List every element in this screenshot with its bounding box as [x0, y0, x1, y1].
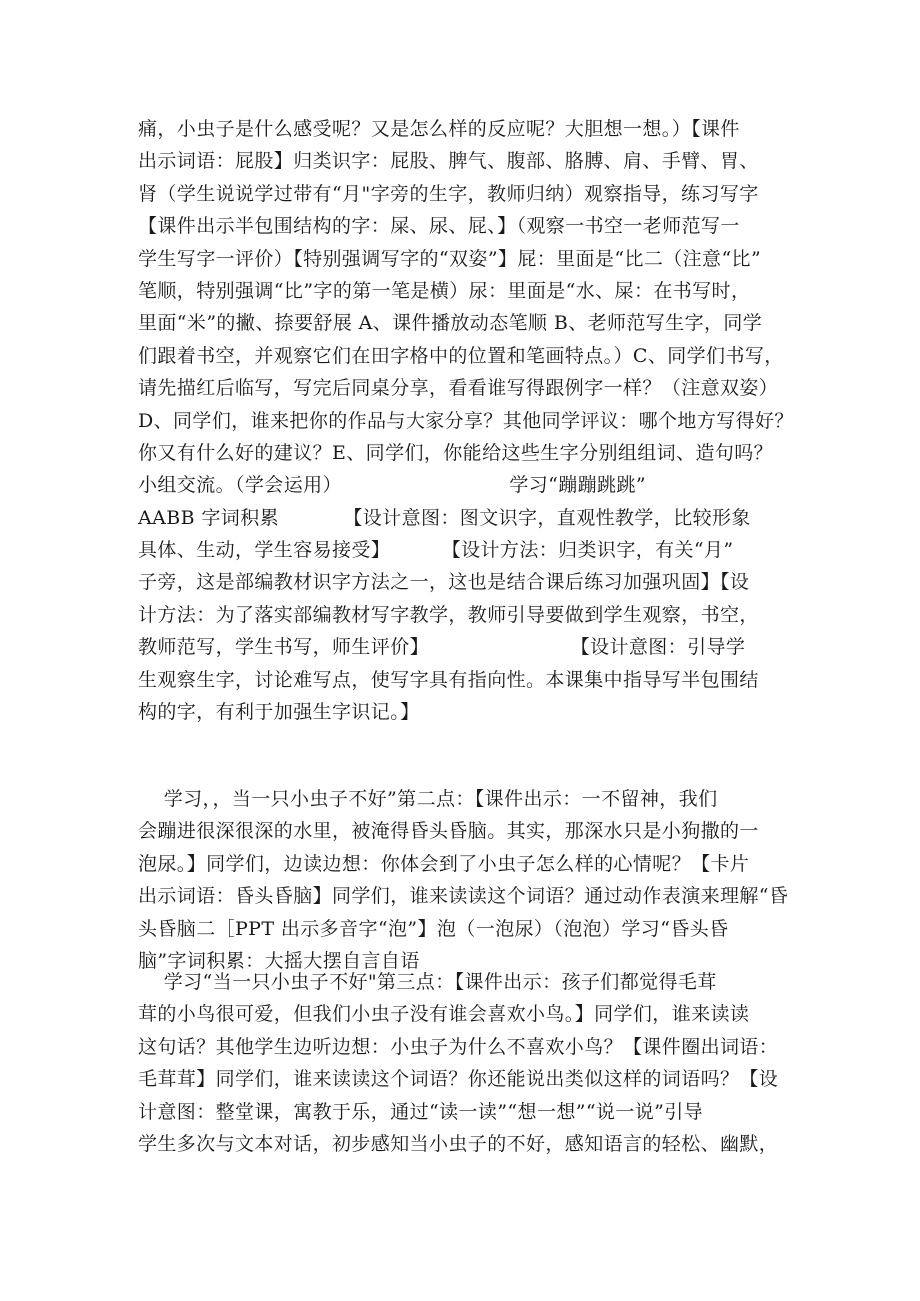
text-line: 茸的小鸟很可爱，但我们小虫子没有谁会喜欢小鸟。】同学们，谁来读读 — [138, 1003, 750, 1026]
text-line: 学生多次与文本对话，初步感知当小虫子的不好，感知语言的轻松、幽默， — [138, 1132, 779, 1155]
text-line: 构的字，有利于加强生字识记。】 — [138, 701, 420, 724]
text-line: 出示词语：昏头昏脑】同学们，谁来读读这个词语？通过动作表演来理解“昏 — [138, 885, 789, 908]
text-line: D、同学们，谁来把你的作品与大家分享？其他同学评议：哪个地方写得好？ — [138, 409, 794, 432]
text-line: 具体、生动，学生容易接受】 【设计方法：归类识字，有关“月” — [138, 539, 734, 562]
text-line: 计意图：整堂课，寓教于乐，通过“读一读”“想一想”“说一说”引导 — [138, 1100, 704, 1123]
text-line: 们跟着书空，并观察它们在田字格中的位置和笔画特点。）C、同学们书写， — [138, 344, 784, 367]
text-line: 计方法：为了落实部编教材写字教学，教师引导要做到学生观察，书空， — [138, 603, 759, 626]
text-line: 里面“米”的撇、捺要舒展 A、课件播放动态笔顺 B、老师范写生字，同学 — [138, 312, 763, 335]
text-line: 痛，小虫子是什么感受呢？又是怎么样的反应呢？大胆想一想。）【课件 — [138, 118, 740, 140]
text-line: 毛茸茸】同学们，谁来读读这个词语？你还能说出类似这样的词语吗？【设 — [138, 1068, 779, 1091]
text-line: 请先描红后临写，写完后同桌分享，看看谁写得跟例字一样？（注意双姿） — [138, 377, 779, 400]
text-line: 肾（学生说说学过带有“月"字旁的生字，教师归纳）观察指导，练习写字 — [138, 182, 759, 205]
text-line: 泡尿。】同学们，边读边想：你体会到了小虫子怎么样的心情呢？【卡片 — [138, 852, 750, 875]
text-line: 学习，，当一只小虫子不好”第二点：【课件出示：一不留神，我们 — [138, 788, 718, 810]
text-line: 头昏脑二［PPT 出示多音字“泡”】泡（一泡尿）（泡泡）学习“昏头昏 — [138, 917, 729, 940]
text-line: 学习“当一只小虫子不好"第三点：【课件出示：孩子们都觉得毛茸 — [138, 971, 717, 993]
paragraph-1 — [138, 113, 794, 728]
text-line: 这句话？其他学生边听边想：小虫子为什么不喜欢小鸟？【课件圈出词语： — [138, 1035, 779, 1058]
text-line: 子旁，这是部编教材识字方法之一，这也是结合课后练习加强巩固】【设 — [138, 571, 750, 594]
text-line: 出示词语：屁股】归类识字：屁股、脾气、腹部、胳膊、肩、手臂、胃、 — [138, 150, 759, 173]
text-line: AABB 字词积累 【设计意图：图文识字，直观性教学，比较形象 — [138, 506, 751, 529]
text-line: 笔顺，特别强调“比”字的第一笔是横）尿：里面是“水、屎：在书写时， — [138, 279, 751, 302]
text-line: 教师范写，学生书写，师生评价】 【设计意图：引导学 — [138, 636, 746, 659]
text-line: 会蹦进很深很深的水里，被淹得昏头昏脑。其实，那深水只是小狗撒的一 — [138, 820, 759, 843]
text-line: 脑”字词积累：大摇大摆自言自语 — [138, 949, 420, 972]
text-line: 生观察生字，讨论难写点，使写字具有指向性。本课集中指导写半包围结 — [138, 668, 759, 691]
text-line: 学生写字一评价）【特别强调写字的“双姿”】屁：里面是“比二（注意“比” — [138, 247, 762, 270]
paragraph-3 — [138, 966, 788, 1160]
text-line: 小组交流。（学会运用） 学习“蹦蹦跳跳” — [138, 474, 646, 497]
text-line: 【课件出示半包围结构的字：屎、尿、屁、】（观察一书空一老师范写一 — [138, 215, 740, 238]
paragraph-2 — [138, 783, 788, 977]
text-line: 你又有什么好的建议？E、同学们，你能给这些生字分别组组词、造句吗？ — [138, 441, 774, 464]
